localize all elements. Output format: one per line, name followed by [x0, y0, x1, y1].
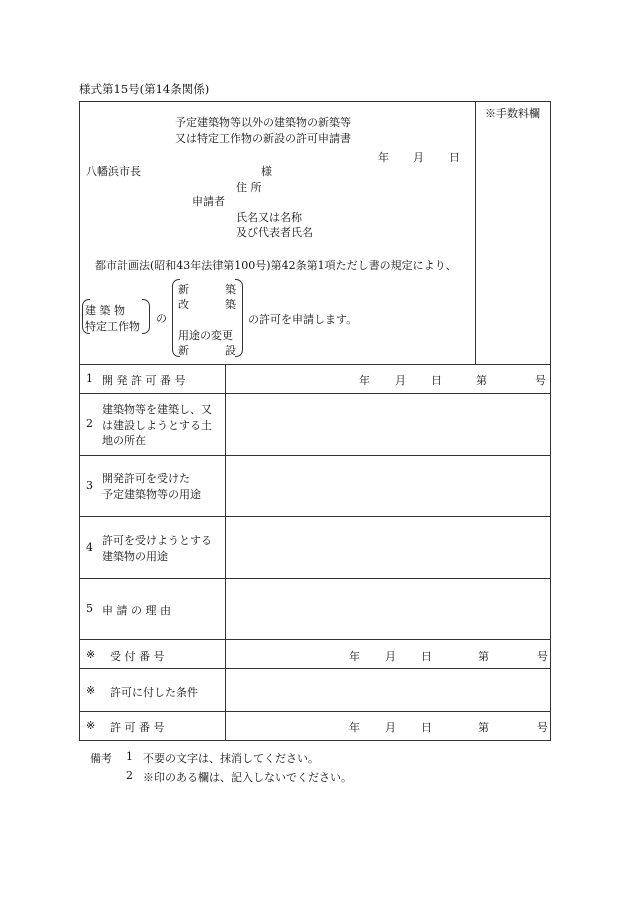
action-new-install-2: 設	[225, 344, 236, 357]
target-building	[85, 302, 143, 318]
row-2-label-line-1: 建築物等を建築し、又	[102, 403, 212, 416]
row-4-label-line-2: 建築物の用途	[102, 550, 168, 563]
row-1-month: 月	[395, 374, 406, 387]
row-divider	[80, 578, 550, 579]
fee-column-label: ※手数料欄	[485, 107, 540, 120]
title-line-1: 予定建築物等以外の建築物の新築等	[175, 116, 351, 129]
row-1-label: 開 発 許 可 番 号	[102, 374, 186, 387]
form-number: 様式第15号(第14条関係)	[79, 82, 210, 96]
row-conditions-label: 許可に付した条件	[110, 686, 198, 699]
target-right-bracket	[142, 299, 150, 334]
row-permit-dai: 第	[478, 721, 489, 734]
row-receipt-mark: ※	[86, 648, 96, 661]
note-1-number: 1	[126, 750, 133, 763]
row-4-label-line-1: 許可を受けようとする	[102, 534, 212, 547]
title-line-2: 又は特定工作物の新設の許可申請書	[175, 132, 351, 145]
row-divider	[80, 711, 550, 712]
row-1-dai: 第	[476, 374, 487, 387]
row-permit-go: 号	[537, 721, 548, 734]
row-2-label-line-3: 地の所在	[102, 434, 146, 447]
request-suffix: の許可を申請します。	[248, 313, 358, 326]
action-new-build-2: 築	[225, 283, 236, 296]
row-3-label-line-2: 予定建築物等の用途	[102, 488, 201, 501]
particle-no: の	[156, 312, 167, 325]
law-text: 都市計画法(昭和43年法律第100号)第42条第1項ただし書の規定により、	[95, 259, 457, 272]
row-1-year: 年	[359, 374, 370, 387]
applicant-name-label: 氏名又は名称	[236, 211, 302, 224]
row-5-label: 申 請 の 理 由	[102, 604, 171, 617]
action-new-install	[178, 342, 236, 358]
applicant-label: 申請者	[192, 195, 225, 208]
row-divider	[80, 364, 550, 365]
row-conditions-mark: ※	[86, 684, 96, 697]
action-new-build-1: 新	[178, 283, 189, 296]
action-rebuild-1: 改	[178, 298, 189, 311]
row-1-number: 1	[86, 372, 93, 385]
note-2-number: 2	[126, 769, 133, 782]
applicant-representative-label: 及び代表者氏名	[236, 226, 313, 239]
action-rebuild	[178, 296, 236, 312]
row-3-number: 3	[86, 479, 93, 492]
date-year: 年	[378, 151, 389, 164]
note-2-text: ※印のある欄は、記入しないでください。	[143, 771, 352, 784]
target-building-text: 建 築 物	[85, 304, 125, 317]
date-day: 日	[449, 151, 460, 164]
row-5-number: 5	[86, 602, 93, 615]
row-divider	[80, 668, 550, 669]
row-permit-mark: ※	[86, 719, 96, 732]
row-3-label-line-1: 開発許可を受けた	[102, 472, 190, 485]
application-form-table	[79, 101, 551, 741]
row-receipt-label: 受 付 番 号	[110, 650, 165, 663]
row-divider	[80, 455, 550, 456]
row-permit-day: 日	[421, 721, 432, 734]
fee-column-divider	[475, 102, 476, 364]
row-receipt-month: 月	[385, 650, 396, 663]
applicant-address-label: 住 所	[236, 181, 262, 194]
row-permit-label: 許 可 番 号	[110, 721, 165, 734]
action-right-bracket	[235, 279, 243, 357]
note-1-text: 不要の文字は、抹消してください。	[143, 752, 319, 765]
row-receipt-year: 年	[349, 650, 360, 663]
date-month: 月	[413, 151, 424, 164]
honorific: 様	[261, 165, 272, 178]
action-new-install-1: 新	[178, 344, 189, 357]
row-permit-month: 月	[385, 721, 396, 734]
action-rebuild-2: 築	[225, 298, 236, 311]
row-1-go: 号	[535, 374, 546, 387]
row-divider	[80, 393, 550, 394]
row-receipt-day: 日	[421, 650, 432, 663]
row-4-number: 4	[86, 541, 93, 554]
target-structure: 特定工作物	[85, 320, 140, 333]
label-column-divider	[225, 364, 226, 740]
row-2-number: 2	[86, 417, 93, 430]
row-1-day: 日	[431, 374, 442, 387]
row-permit-year: 年	[349, 721, 360, 734]
row-2-label-line-2: は建設しようとする土	[102, 419, 212, 432]
row-divider	[80, 639, 550, 640]
notes-heading: 備考	[90, 752, 112, 765]
action-use-change: 用途の変更	[178, 329, 233, 342]
row-receipt-go: 号	[537, 650, 548, 663]
action-new-build	[178, 281, 236, 297]
row-divider	[80, 516, 550, 517]
addressee: 八幡浜市長	[86, 165, 141, 178]
row-receipt-dai: 第	[478, 650, 489, 663]
